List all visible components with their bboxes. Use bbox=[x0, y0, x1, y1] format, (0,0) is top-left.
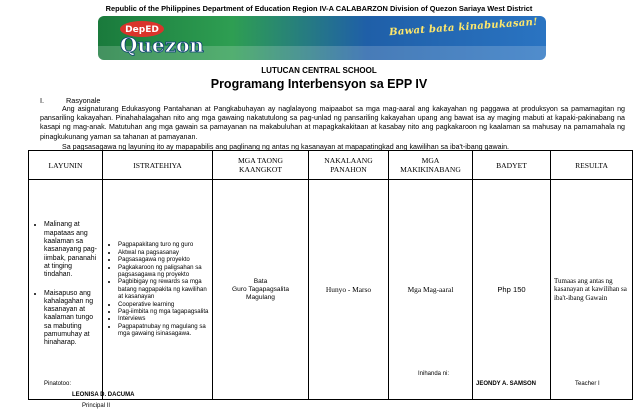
svg-text:Quezon: Quezon bbox=[120, 33, 204, 57]
istratehiya-item: • Interviews bbox=[118, 315, 209, 322]
kaangkot-item: Bata bbox=[253, 277, 268, 285]
panahon-cell: Hunyo - Marso bbox=[309, 180, 389, 400]
kaangkot-item: Guro Tagapagsalita bbox=[231, 285, 290, 293]
prepared-label: Inihanda ni: bbox=[418, 371, 450, 377]
deped-quezon-banner bbox=[98, 16, 546, 60]
header-makikinabang: MGA MAKIKINABANG bbox=[389, 151, 473, 180]
kaangkot-item: Magulang bbox=[246, 293, 275, 301]
rationale-paragraph: Ang asignaturang Edukasyong Pantahanan at Pangkabuhayan ay naglalayong maipaabot sa mga mag-aaral ang kakayahan ng paggawa at produksyon sa pamamagitan ng pansariling kakayahan. Pinahahalagahan nito ang mga gawaing nakatutulong sa pag-unlad ng pansariling kakayahan upang ang bawat isa ay maging mabuti at kapaki-pakinabang na kasapi ng mag-anak. Matutuhan ang mga gawain sa pamayanan na makabuluhan at mapagkakakitaan at kasabay nito ang pagkakaroon ng kaalaman sa mahusay na pamamahala ng pinagkukunang yaman sa tahanan at pamayanan. bbox=[40, 105, 625, 141]
istratehiya-item: • Pag-iimbita ng mga tagapagsalita bbox=[118, 308, 209, 315]
istratehiya-item: • Aktwal na pagsasanay bbox=[118, 249, 209, 256]
istratehiya-item: • Cooperative learning bbox=[118, 301, 209, 308]
istratehiya-item: • Pagpapatnubay ng magulang sa mga gawaing isinasagawa. bbox=[118, 323, 209, 338]
approved-name: LEONISA D. DACUMA bbox=[72, 392, 135, 398]
banner-tagline: Bawat bata kinabukasan! bbox=[388, 16, 539, 39]
istratehiya-item: • Pagpapakitang turo ng guro bbox=[118, 241, 209, 248]
intervention-table bbox=[28, 150, 633, 400]
table-row bbox=[29, 180, 633, 400]
istratehiya-cell bbox=[103, 180, 213, 400]
resulta-cell: Tumaas ang antas ng kasanayan at kawilihan sa iba't-ibang Gawain bbox=[551, 180, 633, 400]
layunin-item: • Malinang at mapataas ang kaalaman sa kasanayang pag-iimbak, pananahi at tinging tindahan. bbox=[44, 221, 99, 279]
istratehiya-item: • Pagkakaroon ng paligsahan sa pagsasagawa ng proyekto bbox=[118, 264, 209, 279]
letterhead-line: Republic of the Philippines Department of Education Region IV-A CALABARZON Division of Quezon Sariaya West District bbox=[105, 4, 533, 13]
school-name: LUTUCAN CENTRAL SCHOOL bbox=[261, 66, 377, 75]
header-panahon: NAKALAANG PANAHON bbox=[309, 151, 389, 180]
svg-text:DepED: DepED bbox=[125, 25, 159, 35]
program-title: Programang Interbensyon sa EPP IV bbox=[210, 77, 428, 91]
prepared-name: JEONDY A. SAMSON bbox=[476, 381, 537, 387]
istratehiya-item: • Pagsasagawa ng proyekto bbox=[118, 256, 209, 263]
header-badyet: BADYET bbox=[473, 151, 551, 180]
makikinabang-cell: Mga Mag-aaral bbox=[389, 180, 473, 400]
layunin-item: • Maisapuso ang kahalagahan ng kasanayan at kaalaman tungo sa mabuting pamumuhay at hinaharap. bbox=[44, 290, 99, 348]
prepared-title: Teacher I bbox=[575, 381, 600, 387]
header-taong-kaangkot: MGA TAONG KAANGKOT bbox=[213, 151, 309, 180]
section-number: I. bbox=[40, 96, 45, 105]
layunin-cell bbox=[29, 180, 103, 400]
approved-title: Principal II bbox=[82, 403, 111, 409]
approved-label: Pinatotoo: bbox=[44, 381, 72, 387]
header-istratehiya: ISTRATEHIYA bbox=[103, 151, 213, 180]
taong-kaangkot-cell bbox=[213, 180, 309, 400]
section-heading bbox=[40, 96, 100, 105]
header-layunin: LAYUNIN bbox=[29, 151, 103, 180]
header-resulta: RESULTA bbox=[551, 151, 633, 180]
deped-quezon-logo bbox=[104, 19, 222, 57]
badyet-cell: Php 150 bbox=[473, 180, 551, 400]
table-header-row bbox=[29, 151, 633, 180]
section-title: Rasyonale bbox=[66, 96, 101, 105]
istratehiya-item: • Pagbibigay ng rewards sa mga batang nagpapakita ng kawilihan at kasanayan bbox=[118, 278, 209, 300]
objective-paragraph: Sa pagsasagawa ng layuning ito ay mapapabilis ang paglinang ng antas ng kasanayan at mapapatingkad ang kawilihan sa iba't-ibang gawain. bbox=[62, 143, 509, 151]
